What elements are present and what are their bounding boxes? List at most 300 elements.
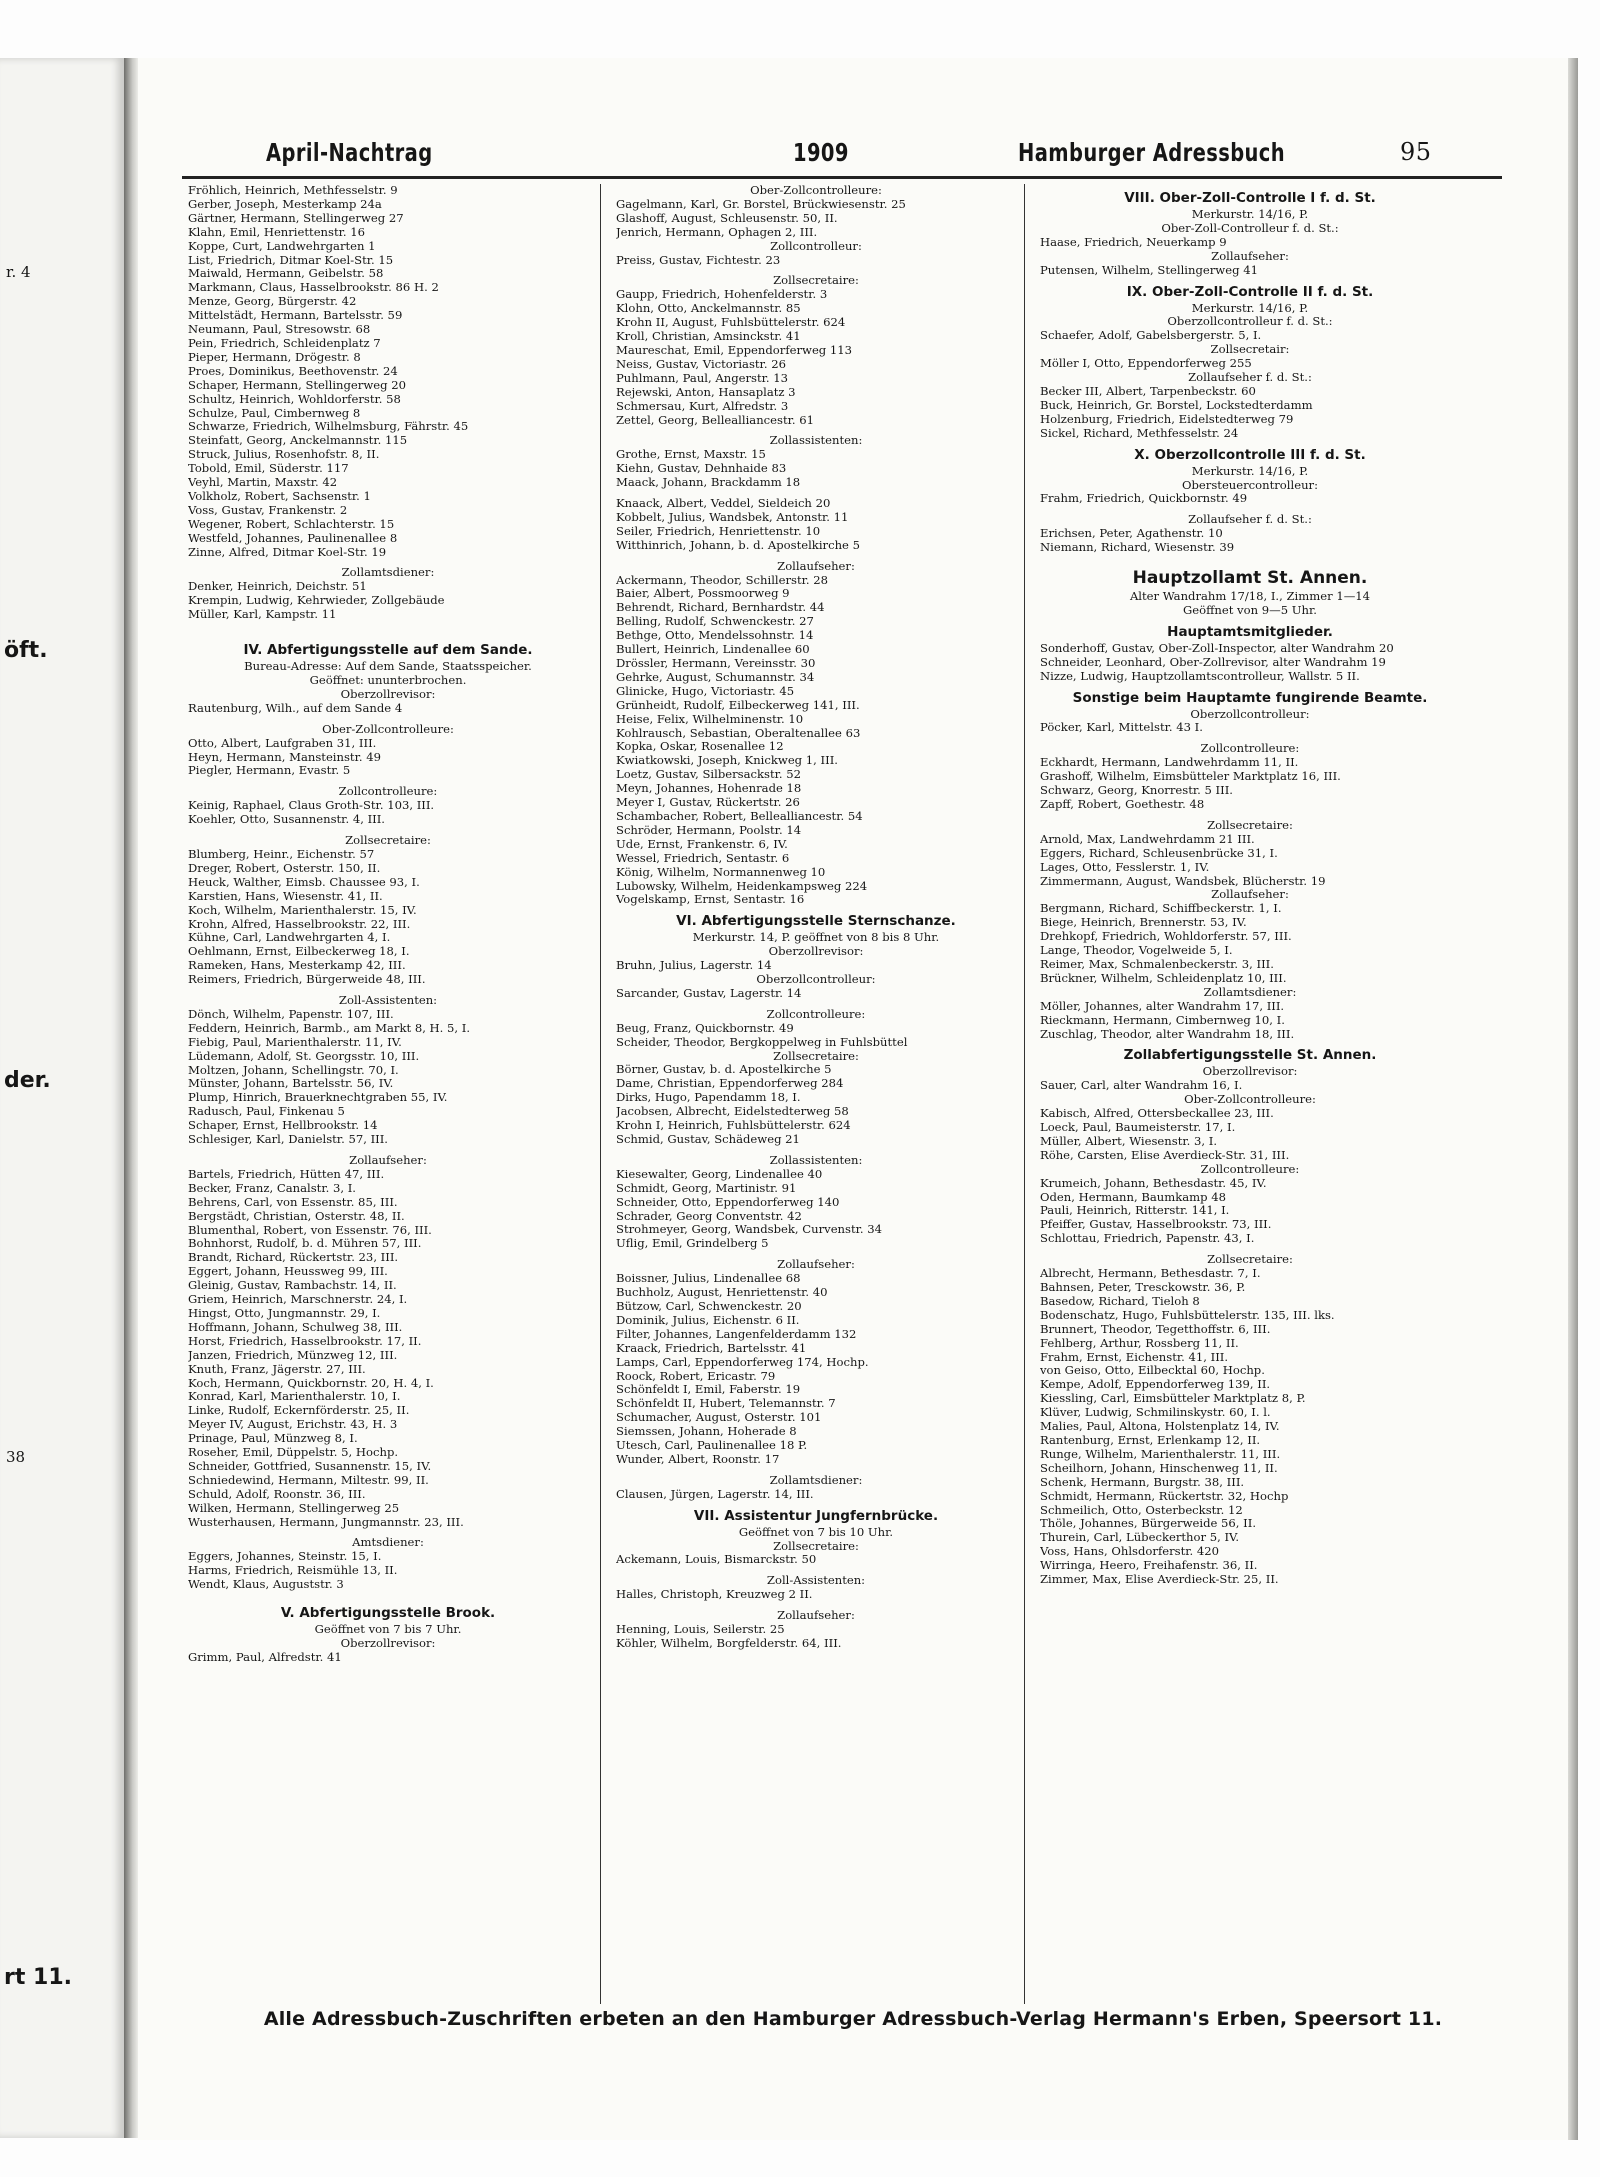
directory-entry: Sickel, Richard, Methfesselstr. 24 <box>1040 426 1239 440</box>
role-heading: Zollamtsdiener: <box>769 1473 863 1487</box>
directory-entry: Kobbelt, Julius, Wandsbek, Antonstr. 11 <box>616 510 849 524</box>
directory-entry: Tobold, Emil, Süderstr. 117 <box>188 462 349 476</box>
header-left: April-Nachtrag <box>266 138 433 167</box>
directory-entry: Krempin, Ludwig, Kehrwieder, Zollgebäude <box>188 594 445 608</box>
column-divider <box>600 184 601 2004</box>
directory-entry: Schwarze, Friedrich, Wilhelmsburg, Fährstr. 45 <box>188 420 469 434</box>
directory-entry: Scheider, Theodor, Bergkoppelweg in Fuhlsbüttel <box>616 1035 908 1049</box>
directory-entry: Dönch, Wilhelm, Papenstr. 107, III. <box>188 1007 394 1021</box>
role-heading: Zollaufseher: <box>1211 888 1289 902</box>
directory-entry: Schambacher, Robert, Bellealliancestr. 54 <box>616 809 863 823</box>
column-middle <box>616 184 1016 1651</box>
previous-page-edge <box>0 58 126 2138</box>
directory-entry: Hoffmann, Johann, Schulweg 38, III. <box>188 1320 403 1334</box>
role-heading: Amtsdiener: <box>352 1536 424 1550</box>
directory-entry: Krumeich, Johann, Bethesdastr. 45, IV. <box>1040 1176 1267 1190</box>
directory-entry: Schrader, Georg Conventstr. 42 <box>616 1209 802 1223</box>
directory-entry: Rameken, Hans, Mesterkamp 42, III. <box>188 959 406 973</box>
directory-entry: Drössler, Hermann, Vereinsstr. 30 <box>616 657 816 670</box>
role-heading: Geöffnet von 7 bis 7 Uhr. <box>314 1623 462 1637</box>
spacer <box>616 1467 1016 1474</box>
spacer <box>188 1592 588 1599</box>
prev-page-fragment: der. <box>4 1068 51 1093</box>
spacer <box>616 1001 1016 1008</box>
directory-entry: Schröder, Hermann, Poolstr. 14 <box>616 823 802 837</box>
directory-entry: Glashoff, August, Schleusenstr. 50, II. <box>616 211 838 225</box>
directory-entry: Kopka, Oskar, Rosenallee 12 <box>616 740 784 754</box>
directory-entry: Ackermann, Theodor, Schillerstr. 28 <box>616 573 829 587</box>
role-heading: Ober-Zollcontrolleure: <box>322 722 454 736</box>
directory-entry: Koehler, Otto, Susannenstr. 4, III. <box>188 813 385 827</box>
directory-entry: Meyn, Johannes, Hohenrade 18 <box>616 782 802 796</box>
directory-entry: Schmeilich, Otto, Osterbeckstr. 12 <box>1040 1503 1243 1517</box>
directory-entry: Kiesewalter, Georg, Lindenallee 40 <box>616 1167 823 1181</box>
directory-entry: Zinne, Alfred, Ditmar Koel-Str. 19 <box>188 545 387 559</box>
role-heading: Obersteuercontrolleur: <box>1182 478 1318 492</box>
directory-entry: Pieper, Hermann, Drögestr. 8 <box>188 350 361 364</box>
directory-entry: Biege, Heinrich, Brennerstr. 53, IV. <box>1040 916 1247 930</box>
role-heading: Alter Wandrahm 17/18, I., Zimmer 1—14 <box>1129 590 1371 604</box>
directory-entry: Linke, Rudolf, Eckernförderstr. 25, II. <box>188 1404 410 1418</box>
directory-entry: Behrens, Carl, von Essenstr. 85, III. <box>188 1195 398 1209</box>
role-heading: Geöffnet von 9—5 Uhr. <box>1183 603 1317 617</box>
directory-entry: Schumacher, August, Osterstr. 101 <box>616 1411 822 1425</box>
directory-entry: Rieckmann, Hermann, Cimbernweg 10, I. <box>1040 1013 1285 1027</box>
directory-entry: Roock, Robert, Ericastr. 79 <box>616 1369 776 1383</box>
directory-entry: Pöcker, Karl, Mittelstr. 43 I. <box>1040 721 1203 735</box>
section-heading: Hauptamtsmitglieder. <box>1167 623 1333 640</box>
directory-entry: Thurein, Carl, Lübeckerthor 5, IV. <box>1040 1531 1240 1545</box>
section-heading: V. Abfertigungsstelle Brook. <box>280 1605 496 1622</box>
directory-entry: Thöle, Johannes, Bürgerweide 56, II. <box>1040 1517 1257 1531</box>
role-heading: Zollassistenten: <box>769 1153 863 1167</box>
role-heading: Merkurstr. 14/16, P. <box>1191 301 1309 315</box>
directory-entry: Brunnert, Theodor, Tegetthoffstr. 6, III. <box>1040 1322 1271 1336</box>
directory-entry: Pfeiffer, Gustav, Hasselbrookstr. 73, III. <box>1040 1218 1272 1232</box>
directory-entry: Struck, Julius, Rosenhofstr. 8, II. <box>188 448 380 462</box>
spacer <box>188 827 588 834</box>
directory-entry: Mittelstädt, Hermann, Bartelsstr. 59 <box>188 309 403 323</box>
directory-entry: Wessel, Friedrich, Sentastr. 6 <box>616 851 790 865</box>
directory-entry: Holzenburg, Friedrich, Eidelstedterweg 79 <box>1040 412 1294 426</box>
spacer <box>616 1567 1016 1574</box>
directory-entry: Plump, Hinrich, Brauerknechtgraben 55, IV. <box>188 1091 448 1105</box>
directory-entry: Frahm, Friedrich, Quickbornstr. 49 <box>1040 492 1248 506</box>
directory-entry: Krohn II, August, Fuhlsbüttelerstr. 624 <box>616 316 846 330</box>
spacer <box>188 1529 588 1536</box>
directory-entry: Schaper, Ernst, Hellbrookstr. 14 <box>188 1119 378 1133</box>
directory-entry: Blumberg, Heinr., Eichenstr. 57 <box>188 847 375 861</box>
directory-entry: Zimmermann, August, Wandsbek, Blücherstr. 19 <box>1040 874 1326 888</box>
directory-entry: Hingst, Otto, Jungmannstr. 29, I. <box>188 1306 381 1320</box>
section-heading: VIII. Ober-Zoll-Controlle I f. d. St. <box>1124 190 1376 206</box>
directory-entry: Horst, Friedrich, Hasselbrookstr. 17, II. <box>188 1334 422 1348</box>
role-heading: Zollsecretaire: <box>773 1539 859 1553</box>
directory-entry: Schuld, Adolf, Roonstr. 36, III. <box>188 1487 366 1501</box>
directory-entry: Niemann, Richard, Wiesenstr. 39 <box>1040 541 1235 555</box>
role-heading: Bureau-Adresse: Auf dem Sande, Staatsspeicher. <box>244 660 532 674</box>
directory-entry: Eggers, Johannes, Steinstr. 15, I. <box>188 1550 382 1564</box>
directory-entry: Brückner, Wilhelm, Schleidenplatz 10, III. <box>1040 971 1287 985</box>
directory-entry: Haase, Friedrich, Neuerkamp 9 <box>1040 235 1227 249</box>
role-heading: Merkurstr. 14/16, P. <box>1191 208 1309 221</box>
role-heading: Geöffnet: ununterbrochen. <box>309 674 467 687</box>
directory-entry: Ude, Ernst, Frankenstr. 6, IV. <box>616 837 788 851</box>
directory-entry: Bartels, Friedrich, Hütten 47, III. <box>188 1167 385 1181</box>
directory-entry: Maiwald, Hermann, Geibelstr. 58 <box>188 267 384 281</box>
role-heading: Zollcontrolleure: <box>766 1007 866 1021</box>
spacer <box>188 778 588 785</box>
directory-entry: Knuth, Franz, Jägerstr. 27, III. <box>188 1362 366 1376</box>
directory-entry: Fehlberg, Arthur, Rossberg 11, II. <box>1040 1336 1239 1350</box>
directory-entry: Roseher, Emil, Düppelstr. 5, Hochp. <box>188 1446 399 1460</box>
directory-entry: Meyer I, Gustav, Rückertstr. 26 <box>616 796 800 810</box>
section-heading: IV. Abfertigungsstelle auf dem Sande. <box>243 642 533 659</box>
section-heading: Zollabfertigungsstelle St. Annen. <box>1123 1047 1377 1064</box>
spacer <box>616 267 1016 274</box>
role-heading: Oberzollcontrolleur: <box>756 973 876 987</box>
directory-entry: Kwiatkowski, Joseph, Knickweg 1, III. <box>616 754 838 768</box>
directory-entry: Loeck, Paul, Baumeisterstr. 17, I. <box>1040 1121 1236 1135</box>
spacer <box>1040 506 1460 513</box>
directory-entry: Beug, Franz, Quickbornstr. 49 <box>616 1021 794 1035</box>
directory-entry: Schönfeldt I, Emil, Faberstr. 19 <box>616 1383 801 1397</box>
directory-entry: Wunder, Albert, Roonstr. 17 <box>616 1452 780 1466</box>
role-heading: Zollaufseher f. d. St.: <box>1188 371 1312 385</box>
role-heading: Zollamtsdiener: <box>341 566 435 580</box>
directory-entry: Schmersau, Kurt, Alfredstr. 3 <box>616 399 789 413</box>
directory-entry: Vogelskamp, Ernst, Sentastr. 16 <box>616 893 805 907</box>
directory-entry: Arnold, Max, Landwehrdamm 21 III. <box>1040 832 1255 846</box>
directory-entry: Moltzen, Johann, Schellingstr. 70, I. <box>188 1063 399 1077</box>
directory-entry: Koppe, Curt, Landwehrgarten 1 <box>188 239 376 253</box>
section-heading: Hauptzollamt St. Annen. <box>1132 568 1368 589</box>
role-heading: Oberzollrevisor: <box>340 1637 436 1650</box>
directory-entry: Münster, Johann, Bartelsstr. 56, IV. <box>188 1077 394 1091</box>
directory-entry: Otto, Albert, Laufgraben 31, III. <box>188 736 377 750</box>
directory-entry: Klüver, Ludwig, Schmilinskystr. 60, I. l. <box>1040 1406 1271 1420</box>
directory-entry: Müller, Karl, Kampstr. 11 <box>188 608 337 622</box>
directory-entry: Schaefer, Adolf, Gabelsbergerstr. 5, I. <box>1040 329 1262 343</box>
directory-entry: Zapff, Robert, Goethestr. 48 <box>1040 798 1205 811</box>
spacer <box>1040 1246 1460 1253</box>
role-heading: Zoll-Assistenten: <box>338 994 438 1008</box>
spacer <box>616 1147 1016 1154</box>
role-heading: Geöffnet von 7 bis 10 Uhr. <box>738 1525 894 1539</box>
directory-entry: Maureschat, Emil, Eppendorferweg 113 <box>616 343 853 357</box>
directory-entry: Markmann, Claus, Hasselbrookstr. 86 H. 2 <box>188 281 439 295</box>
spacer <box>616 427 1016 434</box>
prev-page-fragment: 38 <box>6 1448 26 1466</box>
section-heading: X. Oberzollcontrolle III f. d. St. <box>1134 446 1366 463</box>
directory-entry: Scheilhorn, Johann, Hinschenweg 11, II. <box>1040 1461 1278 1475</box>
role-heading: Zollsecretaire: <box>1207 818 1293 832</box>
spacer <box>1040 555 1460 562</box>
directory-entry: Klahn, Emil, Henriettenstr. 16 <box>188 225 366 239</box>
directory-entry: Gleinig, Gustav, Rambachstr. 14, II. <box>188 1279 397 1293</box>
role-heading: Zollamtsdiener: <box>1203 985 1297 999</box>
directory-entry: Oehlmann, Ernst, Eilbeckerweg 18, I. <box>188 945 410 959</box>
directory-entry: Rantenburg, Ernst, Erlenkamp 12, II. <box>1040 1433 1261 1447</box>
directory-entry: Krohn I, Heinrich, Fuhlsbüttelerstr. 624 <box>616 1119 851 1133</box>
directory-entry: Wilken, Hermann, Stellingerweg 25 <box>188 1501 400 1515</box>
directory-entry: Feddern, Heinrich, Barmb., am Markt 8, H. 5, I. <box>188 1021 471 1035</box>
column-right <box>1040 184 1460 1587</box>
directory-entry: Gerber, Joseph, Mesterkamp 24a <box>188 197 382 211</box>
directory-entry: Brandt, Richard, Rückertstr. 23, III. <box>188 1251 399 1265</box>
role-heading: Oberzollcontrolleur f. d. St.: <box>1167 315 1333 329</box>
role-heading: Zollaufseher: <box>349 1154 427 1167</box>
directory-entry: Zuschlag, Theodor, alter Wandrahm 18, III. <box>1040 1027 1295 1041</box>
directory-entry: Schenk, Hermann, Burgstr. 38, III. <box>1040 1475 1245 1489</box>
role-heading: Zollsecretaire: <box>773 1049 859 1063</box>
role-heading: Ober-Zollcontrolleure: <box>1184 1093 1316 1107</box>
spacer <box>616 553 1016 560</box>
directory-entry: Lüdemann, Adolf, St. Georgsstr. 10, III. <box>188 1049 420 1063</box>
directory-entry: Eckhardt, Hermann, Landwehrdamm 11, II. <box>1040 756 1299 770</box>
role-heading: Merkurstr. 14, P. geöffnet von 8 bis 8 Uhr. <box>692 931 940 945</box>
directory-entry: Halles, Christoph, Kreuzweg 2 II. <box>616 1588 813 1602</box>
directory-entry: Becker, Franz, Canalstr. 3, I. <box>188 1181 356 1195</box>
directory-entry: Lange, Theodor, Vogelweide 5, I. <box>1040 944 1233 958</box>
directory-entry: Jacobsen, Albrecht, Eidelstedterweg 58 <box>616 1105 849 1119</box>
directory-entry: List, Friedrich, Ditmar Koel-Str. 15 <box>188 253 394 267</box>
spacer <box>616 1251 1016 1258</box>
directory-entry: Krohn, Alfred, Hasselbrookstr. 22, III. <box>188 917 411 931</box>
directory-entry: Koch, Hermann, Quickbornstr. 20, H. 4, I. <box>188 1376 434 1390</box>
prev-page-fragment: rt 11. <box>4 1965 72 1990</box>
directory-entry: Heise, Felix, Wilhelminenstr. 10 <box>616 712 804 726</box>
directory-entry: Gaupp, Friedrich, Hohenfelderstr. 3 <box>616 288 828 302</box>
spacer <box>616 490 1016 497</box>
directory-entry: Preiss, Gustav, Fichtestr. 23 <box>616 253 781 267</box>
spacer <box>1040 812 1460 819</box>
spacer <box>188 987 588 994</box>
directory-entry: Runge, Wilhelm, Marienthalerstr. 11, III. <box>1040 1447 1281 1461</box>
spacer <box>188 716 588 723</box>
directory-entry: Filter, Johannes, Langenfelderdamm 132 <box>616 1327 857 1341</box>
page <box>138 58 1568 2140</box>
directory-entry: Kiessling, Carl, Eimsbütteler Marktplatz 8, P. <box>1040 1392 1306 1406</box>
role-heading: Zollsecretair: <box>1210 343 1290 357</box>
directory-entry: Bethge, Otto, Mendelssohnstr. 14 <box>616 629 814 643</box>
directory-entry: Schmidt, Georg, Martinistr. 91 <box>616 1181 797 1195</box>
role-heading: Ober-Zoll-Controlleur f. d. St.: <box>1161 221 1339 235</box>
directory-entry: Clausen, Jürgen, Lagerstr. 14, III. <box>616 1487 814 1501</box>
directory-entry: Knaack, Albert, Veddel, Sieldeich 20 <box>616 497 831 511</box>
directory-entry: Klohn, Otto, Anckelmannstr. 85 <box>616 302 801 316</box>
role-heading: Zollaufseher f. d. St.: <box>1188 513 1312 527</box>
directory-entry: Ackemann, Louis, Bismarckstr. 50 <box>616 1553 817 1567</box>
directory-entry: Nizze, Ludwig, Hauptzollamtscontrolleur, Wallstr. 5 II. <box>1040 669 1360 683</box>
directory-entry: Sonderhoff, Gustav, Ober-Zoll-Inspector, alter Wandrahm 20 <box>1040 641 1394 655</box>
directory-entry: Puhlmann, Paul, Angerstr. 13 <box>616 371 789 385</box>
directory-entry: Fröhlich, Heinrich, Methfesselstr. 9 <box>188 184 398 197</box>
directory-entry: Behrendt, Richard, Bernhardstr. 44 <box>616 601 825 615</box>
directory-entry: Becker III, Albert, Tarpenbeckstr. 60 <box>1040 384 1256 398</box>
directory-entry: Belling, Rudolf, Schwenckestr. 27 <box>616 615 814 629</box>
directory-entry: Dirks, Hugo, Papendamm 18, I. <box>616 1091 801 1105</box>
directory-entry: Zimmer, Max, Elise Averdieck-Str. 25, II. <box>1040 1573 1279 1587</box>
directory-entry: Eggert, Johann, Heussweg 99, III. <box>188 1265 388 1279</box>
directory-entry: Menze, Georg, Bürgerstr. 42 <box>188 295 357 309</box>
directory-entry: Glinicke, Hugo, Victoriastr. 45 <box>616 684 795 698</box>
role-heading: Oberzollrevisor: <box>768 945 864 959</box>
section-heading: IX. Ober-Zoll-Controlle II f. d. St. <box>1126 283 1374 300</box>
role-heading: Zollcontrolleure: <box>1200 742 1300 756</box>
role-heading: Zollassistenten: <box>769 434 863 448</box>
spacer <box>188 1147 588 1154</box>
directory-entry: Veyhl, Martin, Maxstr. 42 <box>188 476 338 490</box>
directory-entry: Meyer IV, August, Erichstr. 43, H. 3 <box>188 1418 398 1432</box>
header-title: Hamburger Adressbuch <box>1018 138 1286 167</box>
directory-entry: Dame, Christian, Eppendorferweg 284 <box>616 1077 844 1091</box>
page-number: 95 <box>1400 138 1432 166</box>
directory-entry: Heyn, Hermann, Mansteinstr. 49 <box>188 750 381 764</box>
directory-entry: Grashoff, Wilhelm, Eimsbütteler Marktplatz 16, III. <box>1040 770 1341 784</box>
directory-entry: Schaper, Hermann, Stellingerweg 20 <box>188 378 406 392</box>
directory-entry: Konrad, Karl, Marienthalerstr. 10, I. <box>188 1390 401 1404</box>
directory-entry: Schwarz, Georg, Knorrestr. 5 III. <box>1040 784 1233 798</box>
directory-entry: Bullert, Heinrich, Lindenallee 60 <box>616 643 810 657</box>
directory-entry: Bodenschatz, Hugo, Fuhlsbüttelerstr. 135, III. lks. <box>1040 1308 1335 1322</box>
directory-entry: Kempe, Adolf, Eppendorferweg 139, II. <box>1040 1378 1271 1392</box>
directory-entry: Pein, Friedrich, Schleidenplatz 7 <box>188 336 381 350</box>
directory-entry: Wusterhausen, Hermann, Jungmannstr. 23, III. <box>188 1515 464 1529</box>
directory-entry: Eggers, Richard, Schleusenbrücke 31, I. <box>1040 846 1278 860</box>
directory-entry: Röhe, Carsten, Elise Averdieck-Str. 31, III. <box>1040 1148 1290 1162</box>
role-heading: Zollcontrolleure: <box>1200 1162 1300 1176</box>
directory-entry: Buchholz, August, Henriettenstr. 40 <box>616 1286 828 1300</box>
role-heading: Zoll-Assistenten: <box>766 1574 866 1588</box>
section-heading: Sonstige beim Hauptamte fungirende Beamte. <box>1072 689 1428 706</box>
directory-entry: Gärtner, Hermann, Stellingerweg 27 <box>188 211 404 225</box>
directory-entry: Seiler, Friedrich, Henriettenstr. 10 <box>616 524 821 538</box>
role-heading: Zollaufseher: <box>777 1609 855 1623</box>
directory-entry: Boissner, Julius, Lindenallee 68 <box>616 1272 801 1286</box>
directory-entry: Dominik, Julius, Eichenstr. 6 II. <box>616 1313 800 1327</box>
directory-entry: Steinfatt, Georg, Anckelmannstr. 115 <box>188 434 408 448</box>
directory-entry: Bohnhorst, Rudolf, b. d. Mühren 57, III. <box>188 1237 422 1251</box>
directory-entry: Schulze, Paul, Cimbernweg 8 <box>188 406 361 420</box>
directory-entry: Janzen, Friedrich, Münzweg 12, III. <box>188 1348 398 1362</box>
directory-entry: Siemssen, Johann, Hoherade 8 <box>616 1425 797 1439</box>
directory-entry: Schultz, Heinrich, Wohldorferstr. 58 <box>188 392 401 406</box>
directory-entry: König, Wilhelm, Normannenweg 10 <box>616 865 826 879</box>
directory-entry: Müller, Albert, Wiesenstr. 3, I. <box>1040 1134 1218 1148</box>
directory-entry: Voss, Gustav, Frankenstr. 2 <box>188 503 348 517</box>
directory-entry: von Geiso, Otto, Eilbecktal 60, Hochp. <box>1040 1364 1265 1378</box>
header-rule <box>182 176 1502 179</box>
directory-entry: Griem, Heinrich, Marschnerstr. 24, I. <box>188 1293 408 1307</box>
directory-entry: Westfeld, Johannes, Paulinenallee 8 <box>188 531 398 545</box>
directory-entry: Schlesiger, Karl, Danielstr. 57, III. <box>188 1133 388 1147</box>
directory-entry: Gehrke, August, Schumannstr. 34 <box>616 670 815 684</box>
directory-entry: Möller, Johannes, alter Wandrahm 17, III. <box>1040 999 1285 1013</box>
directory-entry: Harms, Friedrich, Reismühle 13, II. <box>188 1564 398 1578</box>
directory-entry: Bruhn, Julius, Lagerstr. 14 <box>616 959 772 973</box>
role-heading: Merkurstr. 14/16, P. <box>1191 464 1309 478</box>
directory-entry: Grothe, Ernst, Maxstr. 15 <box>616 448 766 462</box>
spacer <box>188 622 588 629</box>
role-heading: Zollaufseher: <box>1211 249 1289 263</box>
directory-entry: Jenrich, Hermann, Ophagen 2, III. <box>616 225 818 239</box>
directory-entry: Denker, Heinrich, Deichstr. 51 <box>188 580 367 594</box>
directory-entry: Pauli, Heinrich, Ritterstr. 141, I. <box>1040 1204 1230 1218</box>
page-header <box>138 138 1568 174</box>
directory-entry: Schlottau, Friedrich, Papenstr. 43, I. <box>1040 1232 1255 1246</box>
directory-entry: Radusch, Paul, Finkenau 5 <box>188 1105 345 1119</box>
directory-entry: Utesch, Carl, Paulinenallee 18 P. <box>616 1439 808 1453</box>
directory-entry: Lages, Otto, Fesslerstr. 1, IV. <box>1040 860 1210 874</box>
prev-page-fragment: öft. <box>4 638 48 663</box>
directory-entry: Kühne, Carl, Landwehrgarten 4, I. <box>188 931 391 945</box>
directory-entry: Neiss, Gustav, Victoriastr. 26 <box>616 357 786 371</box>
directory-entry: Maack, Johann, Brackdamm 18 <box>616 476 801 490</box>
role-heading: Zollcontrolleure: <box>338 785 438 799</box>
directory-entry: Reimers, Friedrich, Bürgerweide 48, III. <box>188 973 426 987</box>
directory-entry: Schneider, Leonhard, Ober-Zollrevisor, alter Wandrahm 19 <box>1040 655 1386 669</box>
directory-entry: Basedow, Richard, Tieloh 8 <box>1040 1294 1200 1308</box>
directory-entry: Grimm, Paul, Alfredstr. 41 <box>188 1650 342 1664</box>
role-heading: Zollsecretaire: <box>345 834 431 848</box>
spacer <box>1040 735 1460 742</box>
directory-entry: Koch, Wilhelm, Marienthalerstr. 15, IV. <box>188 903 417 917</box>
role-heading: Oberzollrevisor: <box>1202 1065 1298 1079</box>
directory-entry: Malies, Paul, Altona, Holstenplatz 14, IV. <box>1040 1420 1280 1434</box>
book-gutter <box>124 58 138 2138</box>
directory-entry: Schmidt, Hermann, Rückertstr. 32, Hochp <box>1040 1489 1289 1503</box>
directory-entry: Kroll, Christian, Amsinckstr. 41 <box>616 330 801 344</box>
directory-entry: Strohmeyer, Georg, Wandsbek, Curvenstr. 34 <box>616 1223 883 1237</box>
directory-entry: Schmid, Gustav, Schädeweg 21 <box>616 1133 800 1146</box>
header-year: 1909 <box>793 138 849 167</box>
directory-entry: Bergmann, Richard, Schiffbeckerstr. 1, I. <box>1040 902 1282 916</box>
directory-entry: Albrecht, Hermann, Bethesdastr. 7, I. <box>1040 1267 1261 1281</box>
directory-entry: Henning, Louis, Seilerstr. 25 <box>616 1623 785 1637</box>
directory-entry: Drehkopf, Friedrich, Wohldorferstr. 57, III. <box>1040 930 1292 944</box>
prev-page-fragment: r. 4 <box>6 263 31 281</box>
directory-entry: Börner, Gustav, b. d. Apostelkirche 5 <box>616 1063 832 1077</box>
directory-entry: Wirringa, Heero, Freihafenstr. 36, II. <box>1040 1559 1258 1573</box>
directory-entry: Bahnsen, Peter, Tresckowstr. 36, P. <box>1040 1281 1246 1294</box>
page-right-edge <box>1568 58 1578 2140</box>
role-heading: Oberzollrevisor: <box>340 687 436 701</box>
directory-entry: Rautenburg, Wilh., auf dem Sande 4 <box>188 701 403 715</box>
spacer <box>616 1602 1016 1609</box>
directory-entry: Schneider, Otto, Eppendorferweg 140 <box>616 1195 840 1209</box>
directory-entry: Volkholz, Robert, Sachsenstr. 1 <box>188 489 371 503</box>
footer-notice: Alle Adressbuch-Zuschriften erbeten an den Hamburger Adressbuch-Verlag Hermann's Erben, Speersort 11. <box>263 2008 1443 2030</box>
directory-entry: Gagelmann, Karl, Gr. Borstel, Brückwiesenstr. 25 <box>616 197 906 211</box>
directory-entry: Baier, Albert, Possmoorweg 9 <box>616 587 790 601</box>
directory-entry: Uflig, Emil, Grindelberg 5 <box>616 1237 769 1251</box>
directory-entry: Neumann, Paul, Stresowstr. 68 <box>188 323 371 337</box>
directory-entry: Zettel, Georg, Bellealliancestr. 61 <box>616 413 815 427</box>
directory-entry: Schniedewind, Hermann, Miltestr. 99, II. <box>188 1473 429 1487</box>
directory-entry: Wendt, Klaus, Auguststr. 3 <box>188 1578 344 1592</box>
spacer <box>188 629 588 636</box>
directory-entry: Möller I, Otto, Eppendorferweg 255 <box>1040 357 1252 371</box>
role-heading: Zollcontrolleur: <box>770 239 862 253</box>
directory-entry: Kraack, Friedrich, Bartelsstr. 41 <box>616 1341 807 1355</box>
directory-entry: Wegener, Robert, Schlachterstr. 15 <box>188 517 395 531</box>
role-heading: Zollsecretaire: <box>773 274 859 288</box>
directory-entry: Köhler, Wilhelm, Borgfelderstr. 64, III. <box>616 1637 842 1650</box>
directory-entry: Kabisch, Alfred, Ottersbeckallee 23, III. <box>1040 1107 1274 1121</box>
role-heading: Zollaufseher: <box>777 559 855 573</box>
directory-entry: Oden, Hermann, Baumkamp 48 <box>1040 1190 1227 1204</box>
